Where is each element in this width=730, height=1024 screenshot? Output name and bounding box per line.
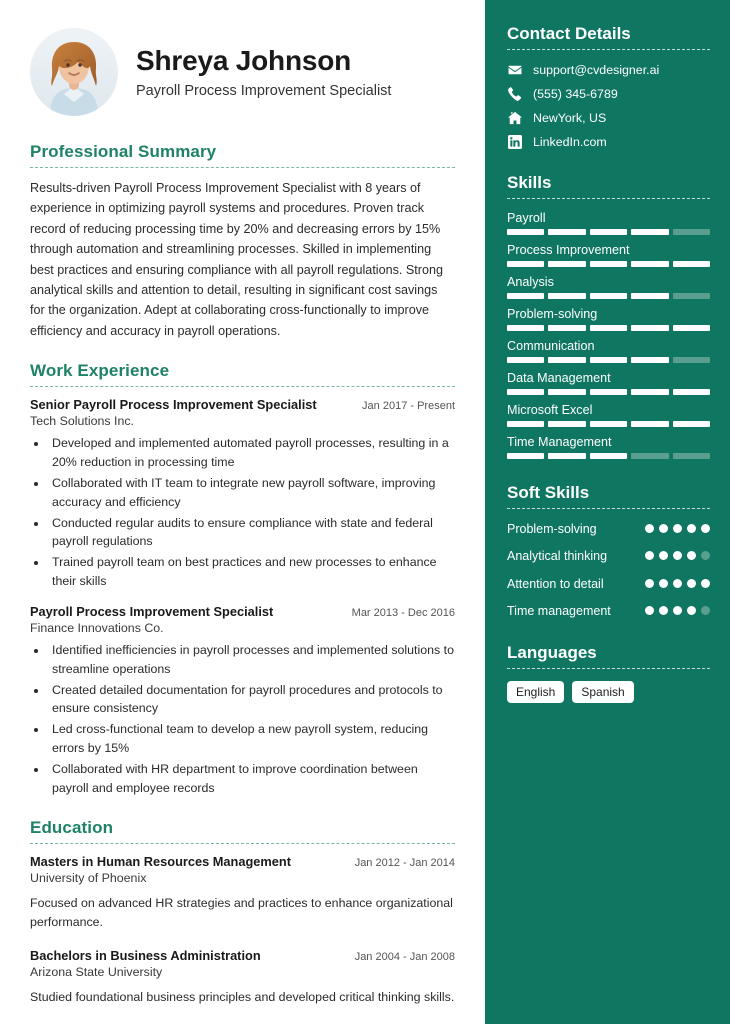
section-education: [30, 818, 455, 1008]
contact-text: support@cvdesigner.ai: [533, 62, 660, 77]
work-entry: [30, 397, 455, 591]
education-degree: Masters in Human Resources Management: [30, 853, 291, 869]
work-bullet: • Created detailed documentation for payroll procedures and protocols to ensure consistency: [48, 681, 455, 719]
skill-segment: [631, 357, 668, 363]
soft-skill-name: Analytical thinking: [507, 549, 608, 564]
skill-segment: [590, 389, 627, 395]
divider: [30, 843, 455, 844]
skills-list: [507, 211, 710, 459]
skill-segment: [590, 421, 627, 427]
skill-segment: [673, 293, 710, 299]
sidebar-section-skills: [507, 173, 710, 459]
work-bullet: • Led cross-functional team to develop a new payroll system, reducing errors by 15%: [48, 720, 455, 758]
section-heading-education: Education: [30, 817, 114, 837]
skill-segment: [673, 229, 710, 235]
sidebar-heading-contact: Contact Details: [507, 24, 631, 43]
education-degree: Bachelors in Business Administration: [30, 948, 261, 964]
skill-segment: [548, 325, 585, 331]
skill-segment: [548, 389, 585, 395]
rating-dot: [673, 551, 682, 560]
sidebar-section-languages: [507, 643, 710, 703]
skill-segment: [673, 325, 710, 331]
sidebar-heading-skills: Skills: [507, 173, 552, 192]
language-chip: English: [507, 681, 564, 703]
section-heading-work: Work Experience: [30, 361, 170, 381]
skill-item: [507, 435, 710, 459]
home-icon: [507, 110, 522, 125]
skill-segment: [590, 229, 627, 235]
soft-skill-name: Time management: [507, 603, 611, 618]
contact-list: [507, 62, 710, 149]
skill-segment: [507, 229, 544, 235]
skill-name: Microsoft Excel: [507, 403, 593, 417]
contact-text: LinkedIn.com: [533, 134, 607, 149]
skill-segment: [673, 389, 710, 395]
skill-segment: [673, 261, 710, 267]
contact-item[interactable]: [507, 134, 710, 149]
skill-segment: [548, 357, 585, 363]
section-professional-summary: [30, 142, 455, 341]
rating-dot: [645, 524, 654, 533]
divider: [507, 668, 710, 669]
skill-segment: [590, 293, 627, 299]
skill-segment: [631, 229, 668, 235]
portrait-photo-icon: [30, 28, 118, 116]
skill-segment: [548, 453, 585, 459]
work-date: Mar 2013 - Dec 2016: [351, 606, 455, 619]
skill-segment: [548, 421, 585, 427]
divider: [507, 198, 710, 199]
education-school: University of Phoenix: [30, 870, 147, 885]
contact-text: NewYork, US: [533, 110, 607, 125]
skill-segment: [590, 453, 627, 459]
skill-segment: [631, 293, 668, 299]
soft-skill-rating: [645, 521, 710, 533]
skill-segment: [548, 293, 585, 299]
work-role: Senior Payroll Process Improvement Specialist: [30, 397, 317, 413]
languages-list: [507, 681, 710, 703]
skill-segment: [507, 357, 544, 363]
contact-item[interactable]: [507, 62, 710, 77]
contact-item[interactable]: [507, 86, 710, 101]
skill-name: Data Management: [507, 371, 611, 385]
divider: [507, 508, 710, 509]
skill-segment: [631, 261, 668, 267]
skill-segment: [590, 325, 627, 331]
rating-dot: [659, 579, 668, 588]
skill-item: [507, 275, 710, 299]
section-heading-summary: Professional Summary: [30, 142, 217, 161]
soft-skill-item: [507, 576, 710, 592]
skill-segment: [507, 453, 544, 459]
skill-level-bar: [507, 357, 710, 363]
rating-dot: [659, 524, 668, 533]
skill-level-bar: [507, 229, 710, 235]
skill-segment: [507, 325, 544, 331]
avatar: [30, 28, 118, 116]
skill-segment: [631, 421, 668, 427]
rating-dot: [673, 524, 682, 533]
skill-segment: [507, 421, 544, 427]
education-description: Focused on advanced HR strategies and practices to enhance organizational performance.: [30, 895, 453, 929]
name-block: [136, 44, 391, 101]
page-title: Shreya Johnson: [136, 44, 352, 76]
soft-skill-item: [507, 521, 710, 537]
skill-segment: [548, 261, 585, 267]
divider: [30, 167, 455, 168]
skill-segment: [548, 229, 585, 235]
skill-item: [507, 403, 710, 427]
rating-dot: [645, 606, 654, 615]
resume-header: [30, 28, 455, 116]
skill-item: [507, 307, 710, 331]
soft-skill-item: [507, 548, 710, 564]
skill-name: Process Improvement: [507, 243, 630, 257]
job-title: Payroll Process Improvement Specialist: [136, 83, 392, 100]
skill-name: Problem-solving: [507, 307, 598, 321]
education-entry: [30, 948, 455, 1007]
work-organization: Tech Solutions Inc.: [30, 414, 135, 429]
section-work-experience: [30, 361, 455, 798]
rating-dot: [701, 551, 710, 560]
work-organization: Finance Innovations Co.: [30, 620, 164, 635]
skill-segment: [507, 389, 544, 395]
envelope-icon: [507, 62, 522, 77]
skill-name: Analysis: [507, 275, 554, 289]
skill-segment: [673, 421, 710, 427]
skill-item: [507, 243, 710, 267]
contact-item[interactable]: [507, 110, 710, 125]
divider: [507, 49, 710, 50]
skill-segment: [590, 261, 627, 267]
sidebar-section-soft-skills: [507, 483, 710, 619]
skill-segment: [590, 357, 627, 363]
education-school: Arizona State University: [30, 965, 163, 980]
work-bullets: [48, 641, 455, 798]
contact-text: (555) 345-6789: [533, 86, 618, 101]
skill-level-bar: [507, 261, 710, 267]
rating-dot: [673, 579, 682, 588]
education-entry-header: [30, 948, 455, 963]
sidebar-heading-soft-skills: Soft Skills: [507, 483, 590, 502]
rating-dot: [687, 579, 696, 588]
education-list: [30, 854, 455, 1008]
skill-segment: [673, 357, 710, 363]
sidebar: [485, 0, 730, 1024]
skill-item: [507, 211, 710, 235]
skill-level-bar: [507, 325, 710, 331]
soft-skill-rating: [645, 576, 710, 588]
skill-level-bar: [507, 421, 710, 427]
soft-skill-rating: [645, 603, 710, 615]
skill-segment: [631, 453, 668, 459]
skill-segment: [507, 293, 544, 299]
skill-item: [507, 371, 710, 395]
skill-segment: [673, 453, 710, 459]
skill-name: Communication: [507, 339, 595, 353]
skill-level-bar: [507, 453, 710, 459]
work-list: [30, 397, 455, 798]
work-entry: [30, 604, 455, 798]
skill-name: Time Management: [507, 435, 612, 449]
summary-text: Results-driven Payroll Process Improvement Specialist with 8 years of experience in optimizing payroll systems and procedures. Proven track record of reducing processing time by 20% and decreasing errors by 15% through automation and streamlining processes. Skilled in implementing best practices and ensuring compliance with all payroll regulations. Strong analytical skills and attention to detail, resulting in significant cost savings for the organization. Adept at collaborating cross-functionally to improve efficiency and accuracy in payroll operations.: [30, 181, 444, 338]
work-bullet: • Identified inefficiencies in payroll processes and implemented solutions to streamline operations: [48, 641, 455, 679]
sidebar-section-contact: [507, 24, 710, 149]
education-date: Jan 2012 - Jan 2014: [354, 856, 455, 869]
rating-dot: [701, 606, 710, 615]
skill-name: Payroll: [507, 211, 546, 225]
education-description: Studied foundational business principles and developed critical thinking skills.: [30, 990, 455, 1005]
phone-icon: [507, 86, 522, 101]
linkedin-icon: [507, 134, 522, 149]
education-entry-header: [30, 854, 455, 869]
rating-dot: [701, 579, 710, 588]
skill-segment: [507, 261, 544, 267]
soft-skill-name: Problem-solving: [507, 522, 597, 536]
skill-segment: [631, 325, 668, 331]
rating-dot: [701, 524, 710, 533]
skill-level-bar: [507, 389, 710, 395]
rating-dot: [645, 551, 654, 560]
work-bullet: • Conducted regular audits to ensure compliance with state and federal payroll regulations: [48, 514, 455, 552]
rating-dot: [659, 606, 668, 615]
rating-dot: [659, 551, 668, 560]
skill-item: [507, 339, 710, 363]
work-bullet: • Developed and implemented automated payroll processes, resulting in a 20% reduction in processing time: [48, 434, 455, 472]
sidebar-heading-languages: Languages: [507, 643, 597, 662]
work-bullets: [48, 434, 455, 591]
work-entry-header: [30, 604, 455, 619]
work-bullet: • Collaborated with HR department to improve coordination between payroll and employee records: [48, 760, 455, 798]
soft-skill-name: Attention to detail: [507, 576, 604, 591]
skill-segment: [631, 389, 668, 395]
work-date: Jan 2017 - Present: [362, 400, 455, 413]
divider: [30, 386, 455, 387]
rating-dot: [673, 606, 682, 615]
education-date: Jan 2004 - Jan 2008: [354, 951, 455, 964]
education-entry: [30, 854, 455, 932]
rating-dot: [687, 524, 696, 533]
work-bullet: • Trained payroll team on best practices and new processes to enhance their skills: [48, 553, 455, 591]
skill-level-bar: [507, 293, 710, 299]
soft-skill-rating: [645, 548, 710, 560]
work-bullet: • Collaborated with IT team to integrate new payroll software, improving accuracy and efficiency: [48, 474, 455, 512]
soft-skill-item: [507, 603, 710, 619]
rating-dot: [687, 551, 696, 560]
work-role: Payroll Process Improvement Specialist: [30, 603, 274, 619]
work-entry-header: [30, 397, 455, 412]
rating-dot: [645, 579, 654, 588]
rating-dot: [687, 606, 696, 615]
soft-skills-list: [507, 521, 710, 619]
language-chip: Spanish: [572, 681, 633, 703]
